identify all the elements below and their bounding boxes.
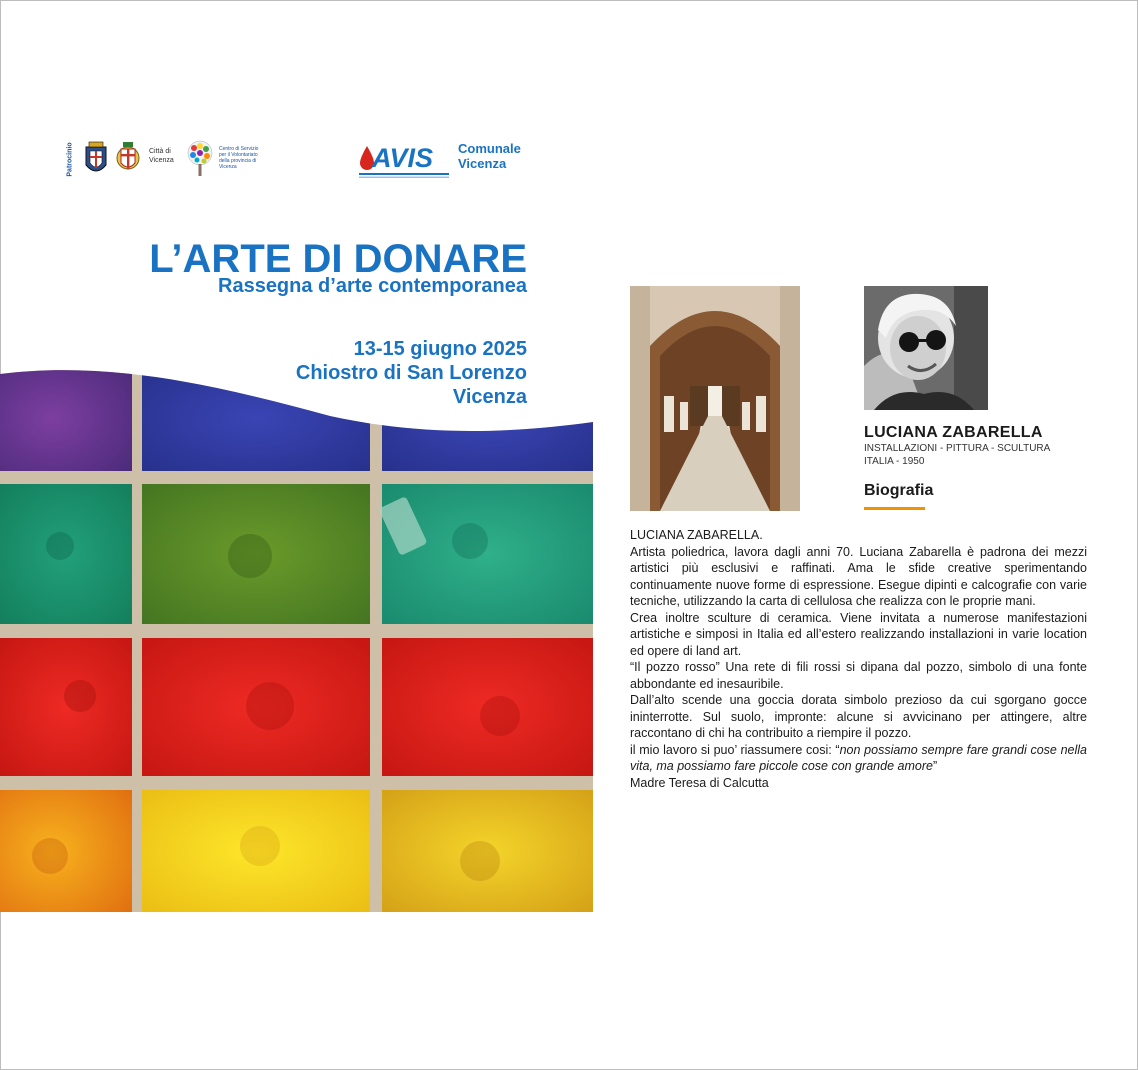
event-venue: Chiostro di San Lorenzo <box>295 362 527 384</box>
bio-paragraph-4: Dall’alto scende una goccia dorata simbolo prezioso da cui sgorgano gocce ininterrotte. Sul suolo, impronte: alcune si avvicinano per attingere, altre raccontano di chi ha contribuito a riempire il pozzo. <box>630 693 1087 740</box>
bio-heading: LUCIANA ZABARELLA. <box>630 528 763 542</box>
event-date: 13-15 giugno 2025 <box>353 338 527 360</box>
bio-paragraph-2: Crea inoltre sculture di ceramica. Viene invitata a numerose manifestazioni artistiche e simposi in Italia ed all’estero realizzando installazioni in varie location ed opere di land art. <box>630 610 1087 658</box>
pigment-tray-image <box>0 366 593 912</box>
biography-underline <box>864 507 925 510</box>
avis-logo <box>357 140 451 180</box>
svg-text:AVIS: AVIS <box>372 143 434 173</box>
bio-quote-paragraph <box>630 742 1087 775</box>
vicenza-crest-logo <box>116 141 140 179</box>
quote-close: ” <box>932 759 938 773</box>
csv-tree-logo <box>185 140 215 180</box>
quote-text: non possiamo sempre fare grandi cose nella vita, ma possiamo fare piccole cose con grande amore <box>630 742 1087 773</box>
bio-paragraph-3: “Il pozzo rosso” Una rete di fili rossi si dipana dal pozzo, simbolo di una fonte abbondante ed inesauribile. <box>630 660 1087 691</box>
quote-attribution: Madre Teresa di Calcutta <box>630 775 769 790</box>
cloister-photo <box>630 286 800 511</box>
citta-di-vicenza-label: Città di Vicenza <box>149 148 174 164</box>
poster-subtitle: Rassegna d’arte contemporanea <box>218 275 527 297</box>
artist-name: LUCIANA ZABARELLA <box>864 424 1043 441</box>
csv-label: Centro di Servizio per il Volontariato della provincia di Vicenza <box>219 146 259 170</box>
biography-heading: Biografia <box>864 482 934 499</box>
artist-origin: ITALIA - 1950 <box>864 456 925 467</box>
artist-disciplines: INSTALLAZIONI - PITTURA - SCULTURA <box>864 443 1051 454</box>
artist-portrait-photo <box>864 286 988 410</box>
quote-intro: il mio lavoro si puo’ riassumere cosi: “ <box>630 742 840 757</box>
patrocinio-label: Patrocinio <box>66 142 74 177</box>
event-city: Vicenza <box>452 386 527 408</box>
poster-title: L’ARTE DI DONARE <box>149 237 527 281</box>
province-crest-logo <box>84 141 108 179</box>
biography-text <box>630 527 1087 791</box>
avis-city-label: Comunale Vicenza <box>458 141 521 171</box>
bio-paragraph-1: Artista poliedrica, lavora dagli anni 70. Luciana Zabarella è padrona dei mezzi artistici più esclusivi e raffinati. Ama le sfide creative sperimentando continuamente nuove forme di espressione. Esegue dipinti e calcografie con varie tecniche, utilizzando la carta di cellulosa che realizza con le proprie mani. <box>630 544 1087 608</box>
